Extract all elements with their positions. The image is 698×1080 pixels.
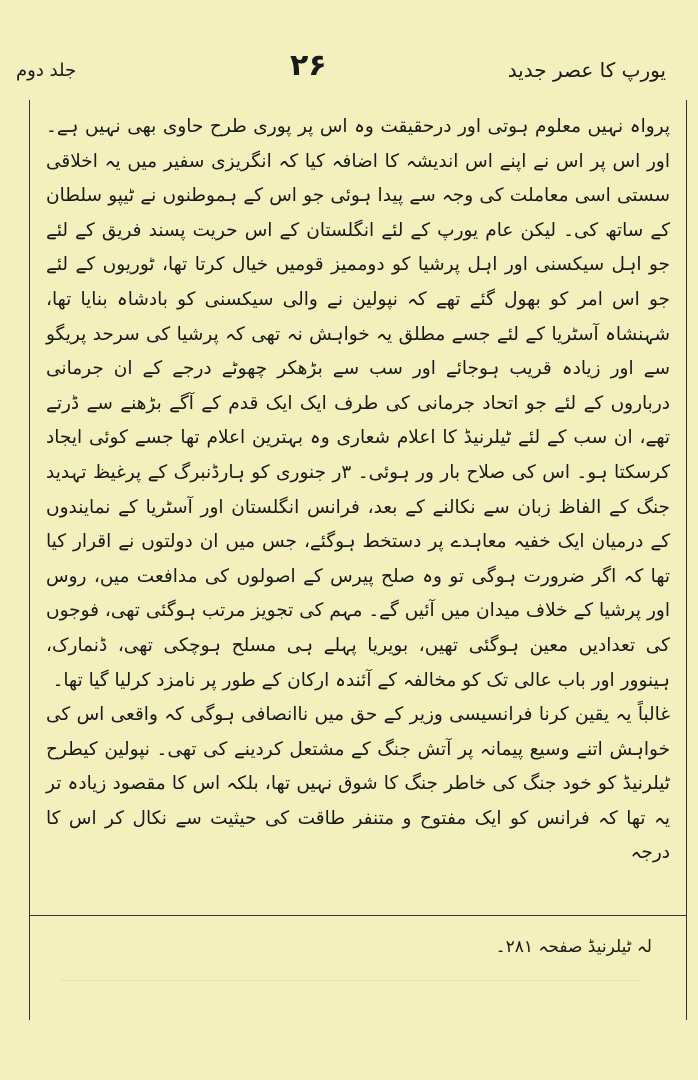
paragraph-1: پرواہ نہیں معلوم ہوتی اور درحقیقت وہ اس پر پوری طرح حاوی بھی نہیں ہے۔ اور اس پر اس نے اپنے اس اندیشہ کا اضافہ کیا کہ انگریزی سفیر میں یہ اخلاقی سستی اسی معاملت کی وجہ سے پیدا ہوئی جو اس کے ہموطنوں نے ٹیپو سلطان کے ساتھ کی۔ لیکن عام یورپ کے لئے انگلستان کے اس حریت پسند فریق کے لئے جو اہل سیکسنی اور اہل پرشیا کو دوممیز قومیں خیال کرتا تھا، ٹوریوں کے لئے جو اس امر کو بھول گئے تھے کہ نپولین نے والی سیکسنی کو بادشاہ بنایا تھا، شہنشاہ آسٹریا کے لئے جسے مطلق یہ خواہش نہ تھی کہ پرشیا کی سرحد پریگو سے اور زیادہ قریب ہوجائے اور سب سے بڑھکر چھوٹے درجے کے ان جرمانی درباروں کے لئے جو اتحاد جرمانی کی طرف ایک ایک قدم کے آگے بڑھنے سے ڈرتے تھے، ان سب کے لئے ٹیلرنیڈ کا اعلام شعاری وہ بہترین اعلام تھا جسے کوئی ایجاد کرسکتا ہو۔ اس کی صلاح بار ور ہوئی۔ ۳ر جنوری کو ہارڈنبرگ کے پرغیظ تہدید جنگ کے الفاظ زبان سے نکالنے کے بعد، فرانس انگلستان اور آسٹریا کے نمایندوں کے درمیان ایک خفیہ معاہدے پر دستخط ہوگئے، جس میں ان دولتوں نے اقرار کیا تھا کہ اگر ضرورت ہوگی تو وہ صلح پیرس کے اصولوں کی مدافعت میں، روس اور پرشیا کے خلاف میدان میں آئیں گے۔ مہم کی تجویز مرتب ہوگئی تھی، فوجوں کی تعدادیں معین ہوگئی تھیں، بویریا پہلے ہی مسلح ہوچکی تھی، ڈنمارک، ہینوور اور باب عالی تک کو مخالفہ کے آئندہ ارکان کے طور پر نامزد کرلیا گیا تھا۔: [46, 116, 671, 691]
faint-show-through: [60, 980, 640, 1001]
body-text: [46, 110, 670, 871]
volume-label: جلد دوم: [16, 60, 77, 81]
book-title: یورپ کا عصر جدید: [507, 58, 666, 82]
footnote-divider: [29, 915, 687, 916]
page-header: [0, 48, 698, 98]
paragraph-2: غالباً یہ یقین کرنا فرانسیسی وزیر کے حق میں ناانصافی ہوگی کہ واقعی اس کی خواہش اتنے وسیع پیمانہ پر آتش جنگ کے مشتعل کردینے کی تھی۔ نپولین کیطرح ٹیلرنیڈ کو خود جنگ کی خاطر جنگ کا شوق نہیں تھا، بلکہ اس کا مقصود زیادہ تر یہ تھا کہ فرانس کو ایک مفتوح و متنفر طاقت کی حیثیت سے نکال کر اس کا درجہ: [46, 704, 670, 864]
page-number: ۲۶: [290, 48, 327, 83]
footnote: لہ ٹیلرنیڈ صفحہ ۲۸۱۔: [495, 937, 652, 957]
